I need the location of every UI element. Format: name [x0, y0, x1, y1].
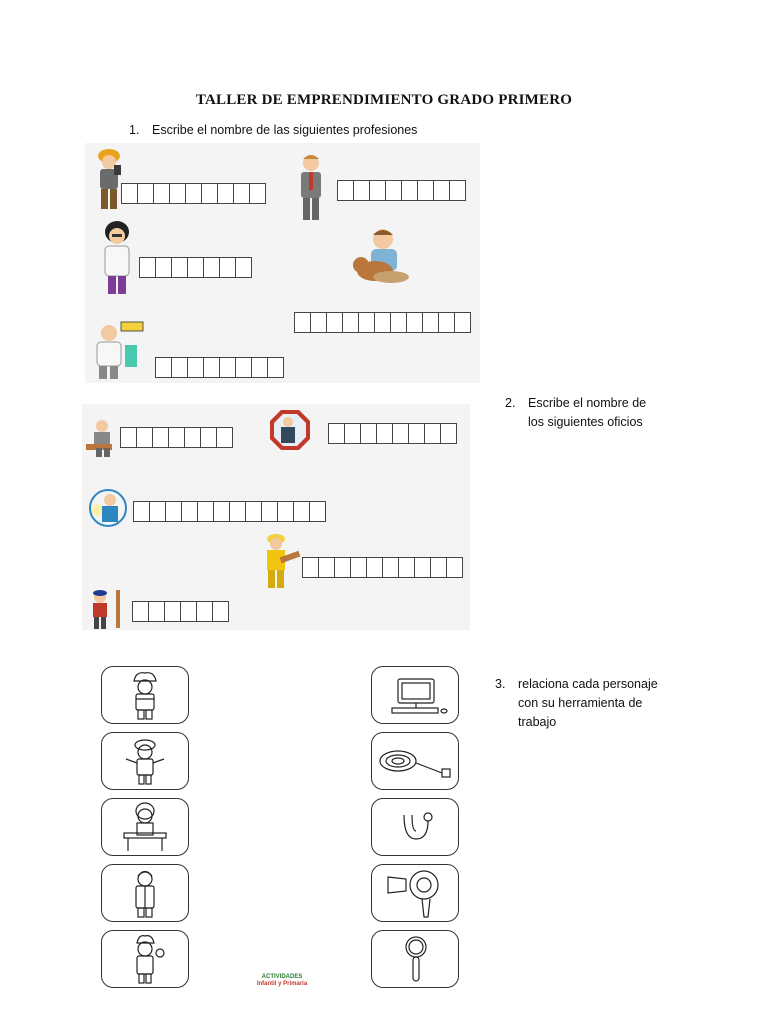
- answer-boxes-5[interactable]: [155, 357, 284, 378]
- answer-boxes-9[interactable]: [302, 557, 463, 578]
- character-card-office-worker[interactable]: [101, 798, 189, 856]
- question-1-number: 1.: [129, 123, 140, 137]
- tool-card-magnifying-glass[interactable]: [371, 930, 459, 988]
- answer-boxes-1[interactable]: [121, 183, 266, 204]
- professions-panel: [85, 143, 480, 383]
- page-title: TALLER DE EMPRENDIMIENTO GRADO PRIMERO: [195, 92, 573, 108]
- computer-icon: [372, 667, 458, 723]
- answer-boxes-7[interactable]: [328, 423, 457, 444]
- tool-card-hair-dryer[interactable]: [371, 864, 459, 922]
- answer-boxes-2[interactable]: [337, 180, 466, 201]
- tool-card-computer[interactable]: [371, 666, 459, 724]
- character-card-baker[interactable]: [101, 930, 189, 988]
- electrician-figure: [88, 488, 128, 528]
- answer-boxes-4[interactable]: [294, 312, 471, 333]
- chef-icon: [102, 667, 188, 723]
- footer-logo: [250, 974, 314, 992]
- carpenter-figure: [84, 418, 118, 458]
- question-2-line-2: los siguientes oficios: [528, 415, 643, 429]
- character-card-electrician[interactable]: [101, 732, 189, 790]
- tool-card-hose[interactable]: [371, 732, 459, 790]
- question-3-line-2: con su herramienta de: [518, 696, 643, 710]
- businessman-figure: [295, 151, 327, 225]
- question-3: [495, 675, 695, 735]
- question-2-number: 2.: [505, 396, 516, 410]
- answer-boxes-3[interactable]: [139, 257, 252, 278]
- character-card-chef[interactable]: [101, 666, 189, 724]
- character-card-doctor[interactable]: [101, 864, 189, 922]
- veterinarian-figure: [351, 225, 413, 291]
- dentist-figure: [89, 319, 145, 381]
- trades-panel: [82, 404, 470, 630]
- builder-figure: [262, 532, 302, 592]
- office-worker-icon: [102, 799, 188, 855]
- scientist-figure: [97, 219, 137, 299]
- question-2-line-1: Escribe el nombre de: [528, 396, 647, 410]
- footer-logo-line-1: ACTIVIDADES: [261, 974, 303, 980]
- question-2: [505, 394, 685, 434]
- question-3-line-3: trabajo: [518, 715, 557, 729]
- footer-logo-line-2: Infantil y Primaria: [256, 981, 308, 987]
- baker-icon: [102, 931, 188, 987]
- electrician-icon: [102, 733, 188, 789]
- question-1-text: Escribe el nombre de las siguientes profesiones: [152, 123, 418, 137]
- painter-figure: [88, 588, 128, 630]
- question-3-line-1: relaciona cada personaje: [518, 677, 658, 691]
- hose-icon: [372, 733, 458, 789]
- tool-card-stethoscope[interactable]: [371, 798, 459, 856]
- mechanic-figure: [268, 408, 312, 452]
- doctor-icon: [102, 865, 188, 921]
- answer-boxes-6[interactable]: [120, 427, 233, 448]
- stethoscope-icon: [372, 799, 458, 855]
- answer-boxes-8[interactable]: [133, 501, 326, 522]
- hair-dryer-icon: [372, 865, 458, 921]
- question-3-number: 3.: [495, 677, 506, 691]
- question-1: [129, 121, 469, 141]
- magnifying-glass-icon: [372, 931, 458, 987]
- answer-boxes-10[interactable]: [132, 601, 229, 622]
